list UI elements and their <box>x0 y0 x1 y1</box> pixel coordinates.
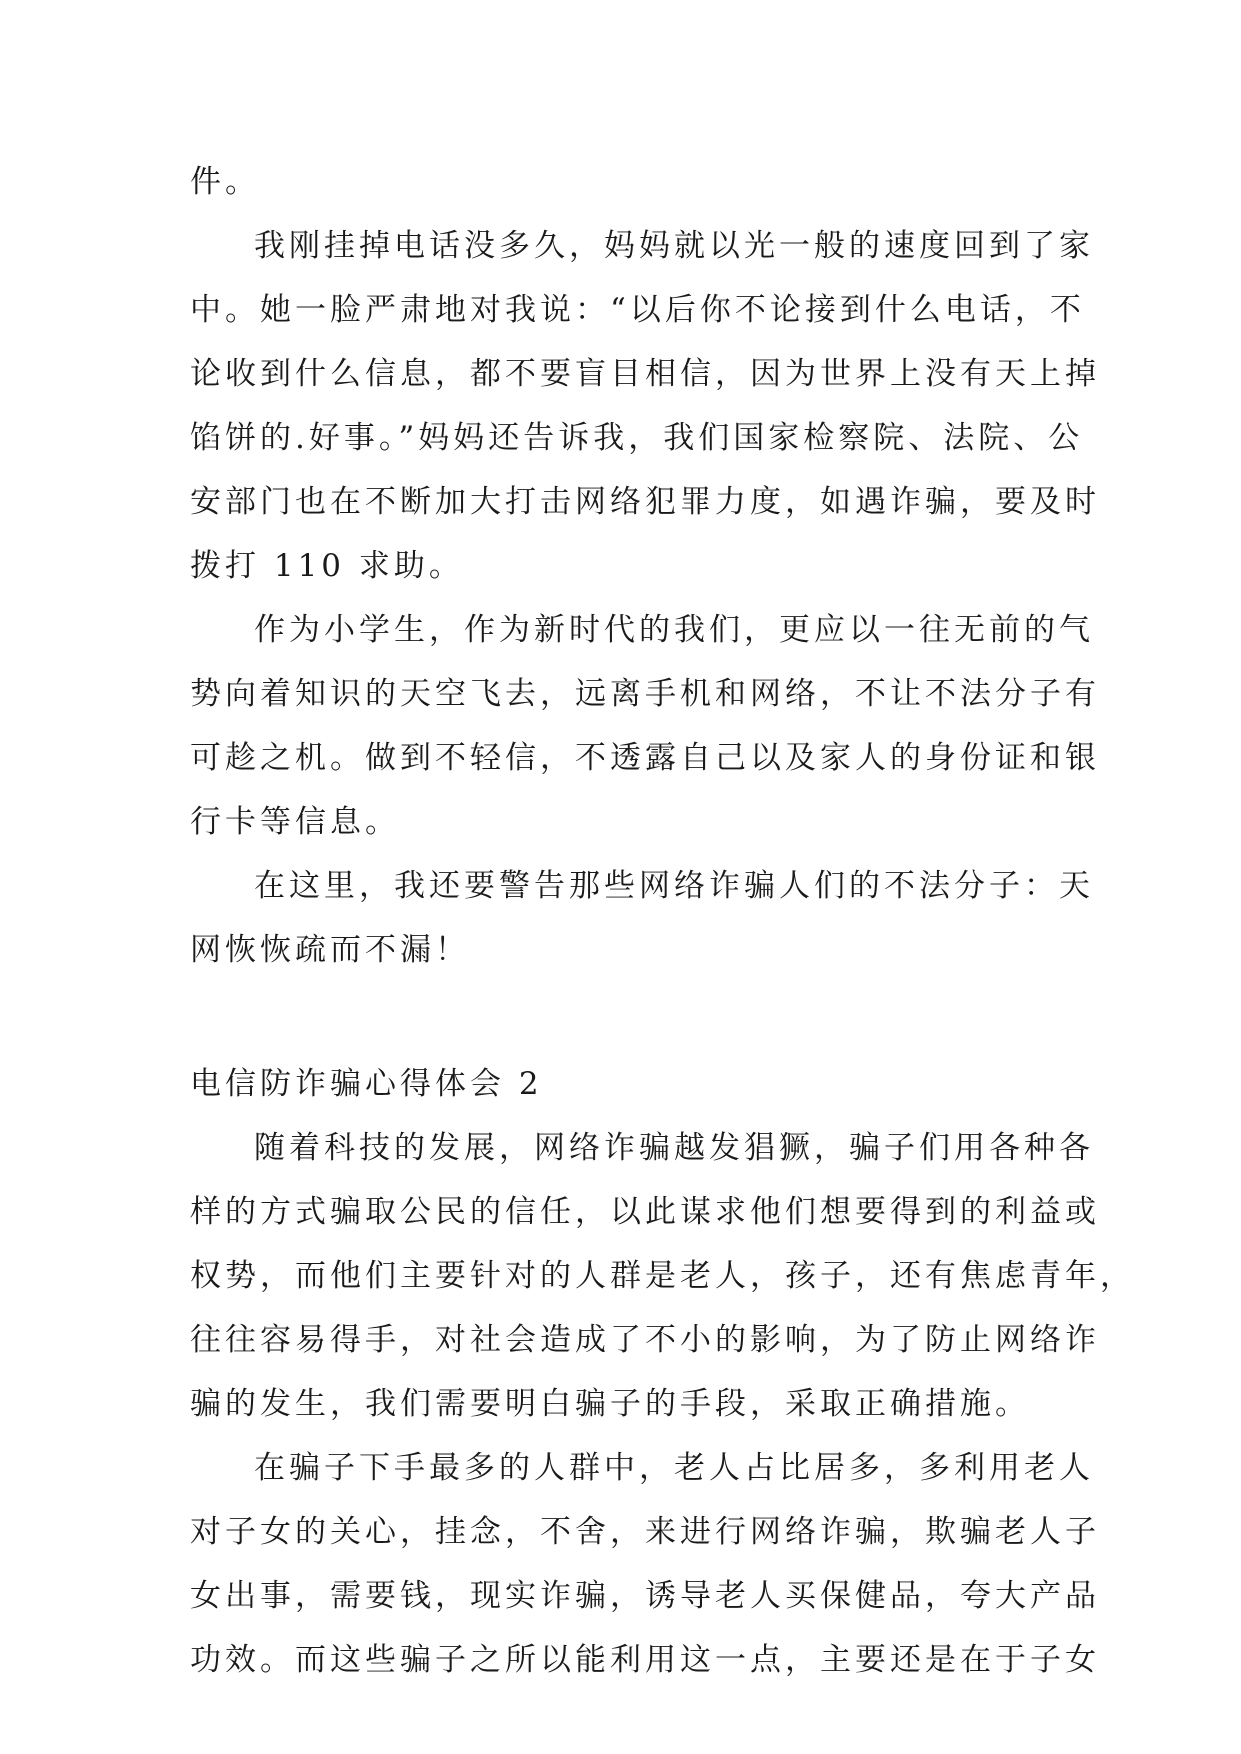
paragraph-student-resolve <box>190 598 1100 854</box>
text-line: 往往容易得手，对社会造成了不小的影响，为了防止网络诈 <box>190 1322 1100 1358</box>
paragraph-mother-advice <box>190 214 1100 598</box>
text-line: 中。她一脸严肃地对我说：“以后你不论接到什么电话，不 <box>190 292 1085 328</box>
text-line: 随着科技的发展，网络诈骗越发猖獗，骗子们用各种各 <box>254 1130 1094 1166</box>
text-line: 论收到什么信息，都不要盲目相信，因为世界上没有天上掉 <box>190 356 1100 392</box>
text-line: 功效。而这些骗子之所以能利用这一点，主要还是在于子女 <box>190 1642 1100 1678</box>
text-line: 作为小学生，作为新时代的我们，更应以一往无前的气 <box>254 612 1094 648</box>
document-page <box>190 150 1135 1692</box>
text-line: 在这里，我还要警告那些网络诈骗人们的不法分子：天 <box>254 868 1094 904</box>
text-line: 骗的发生，我们需要明白骗子的手段，采取正确措施。 <box>190 1386 1030 1422</box>
paragraph-warning <box>190 854 1094 982</box>
section-gap <box>190 982 1050 1052</box>
text-line: 馅饼的.好事。”妈妈还告诉我，我们国家检察院、法院、公 <box>190 420 1084 456</box>
text-line: 网恢恢疏而不漏！ <box>190 932 470 968</box>
paragraph-tech-fraud <box>190 1116 1135 1436</box>
section-heading: 电信防诈骗心得体会 2 <box>190 1066 543 1102</box>
text-line: 女出事，需要钱，现实诈骗，诱导老人买保健品，夸大产品 <box>190 1578 1100 1614</box>
text-line: 我刚挂掉电话没多久，妈妈就以光一般的速度回到了家 <box>254 228 1094 264</box>
paragraph-elderly-targets <box>190 1436 1100 1692</box>
text-line: 对子女的关心，挂念，不舍，来进行网络诈骗，欺骗老人子 <box>190 1514 1100 1550</box>
text-line: 权势，而他们主要针对的人群是老人，孩子，还有焦虑青年， <box>190 1258 1135 1294</box>
text-line: 势向着知识的天空飞去，远离手机和网络，不让不法分子有 <box>190 676 1100 712</box>
text-line: 在骗子下手最多的人群中，老人占比居多，多利用老人 <box>254 1450 1094 1486</box>
text-line: 安部门也在不断加大打击网络犯罪力度，如遇诈骗，要及时 <box>190 484 1100 520</box>
text-line: 行卡等信息。 <box>190 804 400 840</box>
text-line: 件。 <box>190 164 260 200</box>
paragraph-continuation <box>190 150 1050 214</box>
text-line: 可趁之机。做到不轻信，不透露自己以及家人的身份证和银 <box>190 740 1100 776</box>
text-line: 拨打 110 求助。 <box>190 548 464 584</box>
text-line: 样的方式骗取公民的信任，以此谋求他们想要得到的利益或 <box>190 1194 1100 1230</box>
